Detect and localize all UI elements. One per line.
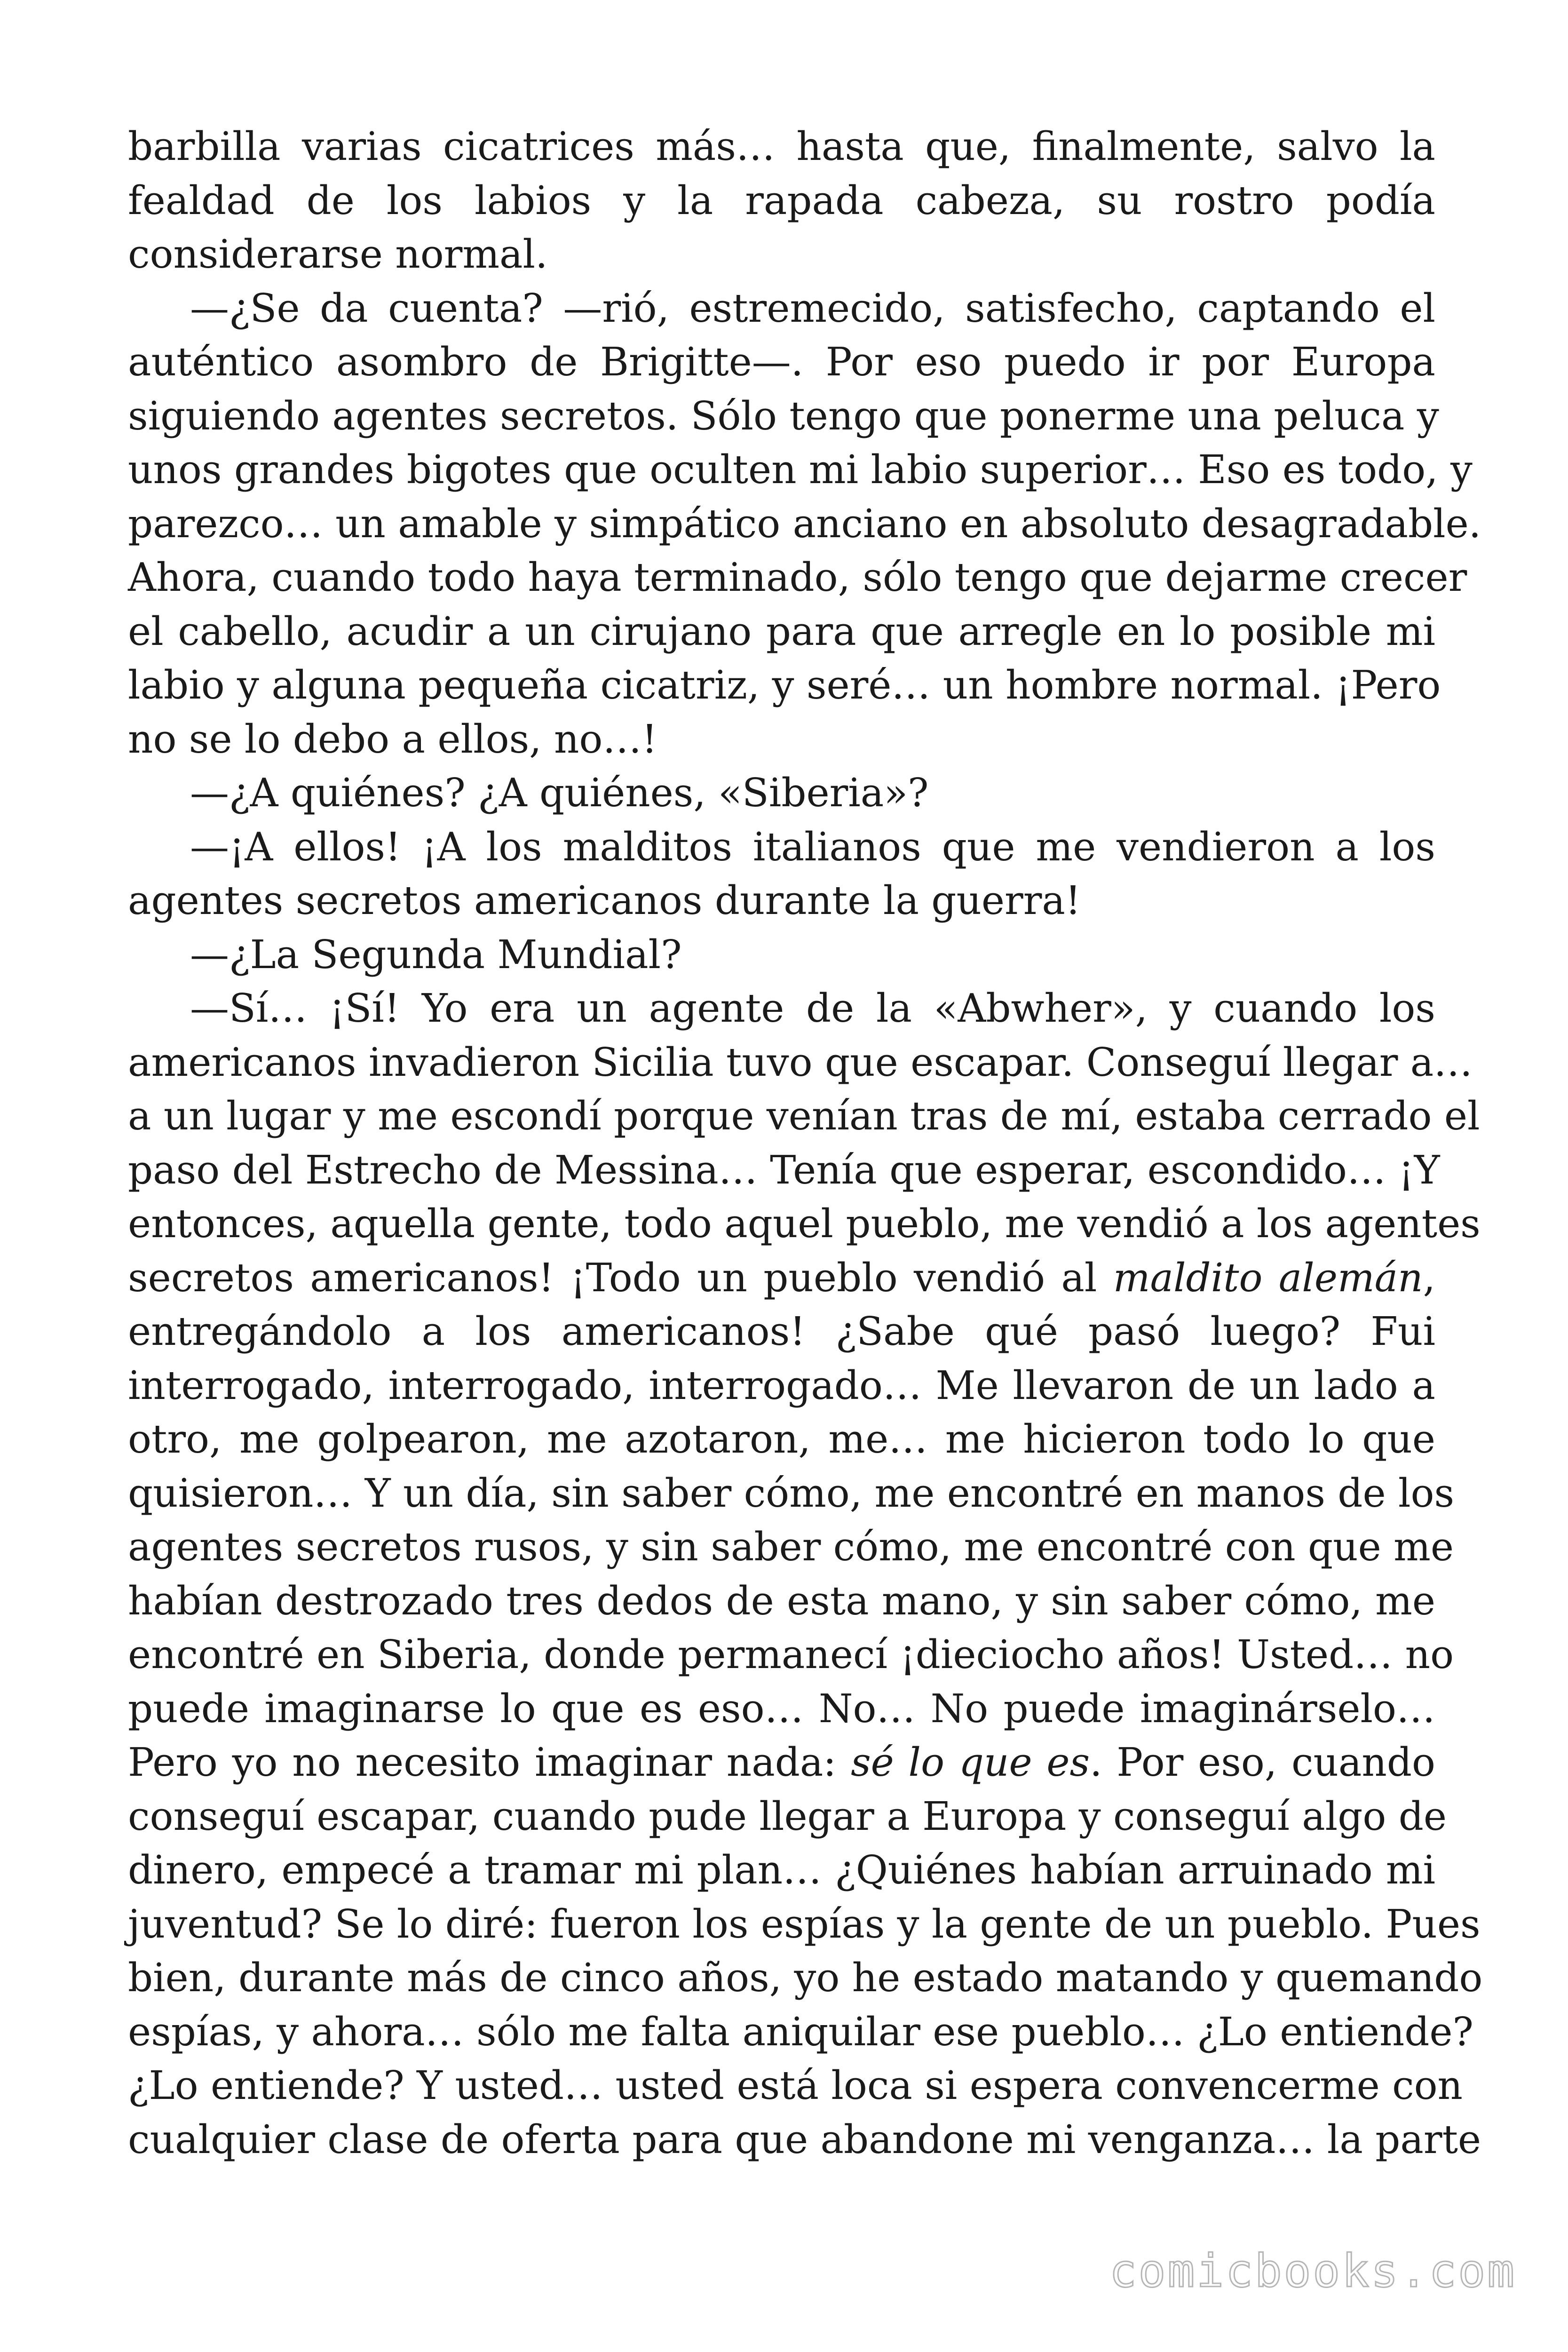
text-line: [128, 1628, 1454, 1682]
line-text: agentes secretos americanos durante la guerra!: [128, 878, 1081, 923]
line-text: —¿La Segunda Mundial?: [190, 931, 682, 977]
line-text: cualquier clase de oferta para que abandone mi venganza… la parte: [128, 2116, 1481, 2162]
body-text: [128, 120, 1483, 2167]
line-text: agentes secretos rusos, y sin saber cómo, me encontré con que me: [128, 1524, 1454, 1570]
line-text: encontré en Siberia, donde permanecí ¡dieciocho años! Usted… no: [128, 1632, 1454, 1677]
line-text: interrogado, interrogado, interrogado… Me llevaron de un lado a: [128, 1362, 1435, 1408]
text-line: [128, 1736, 1435, 1790]
line-text: labio y alguna pequeña cicatriz, y seré… un hombre normal. ¡Pero: [128, 662, 1441, 708]
text-line: [128, 497, 1481, 551]
line-text: Ahora, cuando todo haya terminado, sólo tengo que dejarme crecer: [128, 555, 1467, 600]
text-line: [128, 1089, 1480, 1144]
line-text: siguiendo agentes secretos. Sólo tengo que ponerme una peluca y: [128, 393, 1439, 439]
line-text: —Sí… ¡Sí! Yo era un agente de la «Abwher», y cuando los: [190, 985, 1435, 1031]
text-line: [128, 2113, 1481, 2167]
line-text: —¿Se da cuenta? —rió, estremecido, satisfecho, captando el: [190, 285, 1435, 331]
text-line: [128, 228, 1435, 282]
text-line: [128, 1359, 1435, 1413]
text-line: [128, 1467, 1455, 1521]
text-line: [128, 659, 1441, 713]
line-text: considerarse normal.: [128, 231, 548, 277]
line-text: Pero yo no necesito imaginar nada:: [128, 1740, 851, 1785]
text-line: [128, 120, 1435, 174]
text-line: [128, 1413, 1435, 1467]
line-text-after: . Por eso, cuando: [1090, 1740, 1435, 1785]
text-line: [128, 982, 1435, 1036]
text-line: [128, 1305, 1435, 1359]
text-line: [128, 1197, 1481, 1251]
line-text: entregándolo a los americanos! ¿Sabe qué pasó luego? Fui: [128, 1309, 1435, 1354]
line-text: bien, durante más de cinco años, yo he estado matando y quemando: [128, 1955, 1483, 2001]
text-line: [128, 1036, 1473, 1090]
line-text: auténtico asombro de Brigitte—. Por eso puedo ir por Europa: [128, 339, 1435, 385]
line-text: conseguí escapar, cuando pude llegar a Europa y conseguí algo de: [128, 1793, 1447, 1839]
line-text: —¿A quiénes? ¿A quiénes, «Siberia»?: [190, 770, 929, 816]
watermark: comicbooks.com: [1109, 2245, 1516, 2297]
text-line: [128, 174, 1435, 228]
line-text: a un lugar y me escondí porque venían tras de mí, estaba cerrado el: [128, 1093, 1480, 1139]
text-line: [128, 1951, 1483, 2005]
text-line: [128, 1144, 1440, 1198]
line-text: el cabello, acudir a un cirujano para que arregle en lo posible mi: [128, 608, 1435, 654]
line-text: —¡A ellos! ¡A los malditos italianos que me vendieron a los: [190, 824, 1435, 870]
line-text: barbilla varias cicatrices más… hasta que, finalmente, salvo la: [128, 124, 1435, 169]
text-line: [128, 1843, 1435, 1898]
text-line: [128, 1520, 1454, 1574]
line-text: americanos invadieron Sicilia tuvo que escapar. Conseguí llegar a…: [128, 1039, 1473, 1085]
line-text: espías, y ahora… sólo me falta aniquilar ese pueblo… ¿Lo entiende?: [128, 2009, 1474, 2055]
text-line: [128, 443, 1473, 497]
text-line: [128, 2005, 1474, 2059]
line-text: no se lo debo a ellos, no…!: [128, 716, 657, 762]
line-text: parezco… un amable y simpático anciano en absoluto desagradable.: [128, 501, 1481, 547]
italic-text: maldito alemán: [1113, 1255, 1423, 1301]
line-text: quisieron… Y un día, sin saber cómo, me encontré en manos de los: [128, 1470, 1455, 1516]
line-text: juventud? Se lo diré: fueron los espías y la gente de un pueblo. Pues: [128, 1901, 1481, 1947]
text-line: [128, 605, 1435, 659]
text-line: [128, 1682, 1435, 1736]
text-line: [128, 551, 1467, 605]
text-line: [128, 1574, 1435, 1629]
line-text: secretos americanos! ¡Todo un pueblo vendió al: [128, 1255, 1113, 1301]
text-line: [128, 389, 1439, 444]
line-text: entonces, aquella gente, todo aquel pueblo, me vendió a los agentes: [128, 1201, 1481, 1247]
line-text: puede imaginarse lo que es eso… No… No puede imaginárselo…: [128, 1685, 1435, 1732]
text-line: [128, 1251, 1435, 1305]
text-line: [128, 1790, 1447, 1844]
line-text: ¿Lo entiende? Y usted… usted está loca si espera convencerme con: [128, 2063, 1463, 2108]
line-text: habían destrozado tres dedos de esta mano, y sin saber cómo, me: [128, 1578, 1435, 1624]
text-line: [128, 1898, 1481, 1952]
italic-text: sé lo que es: [851, 1740, 1090, 1785]
text-line: [128, 820, 1435, 874]
line-text: dinero, empecé a tramar mi plan… ¿Quiénes habían arruinado mi: [128, 1847, 1435, 1893]
line-text: otro, me golpearon, me azotaron, me… me hicieron todo lo que: [128, 1416, 1435, 1462]
text-line: [128, 282, 1435, 336]
text-line: [128, 766, 1435, 820]
text-line: [128, 874, 1435, 928]
line-text: paso del Estrecho de Messina… Tenía que esperar, escondido… ¡Y: [128, 1147, 1440, 1193]
text-line: [128, 713, 1435, 767]
line-text-after: ,: [1423, 1255, 1435, 1301]
line-text: unos grandes bigotes que oculten mi labio superior… Eso es todo, y: [128, 447, 1473, 493]
text-line: [128, 928, 1435, 982]
text-line: [128, 335, 1435, 389]
line-text: fealdad de los labios y la rapada cabeza, su rostro podía: [128, 177, 1435, 223]
text-line: [128, 2059, 1463, 2113]
